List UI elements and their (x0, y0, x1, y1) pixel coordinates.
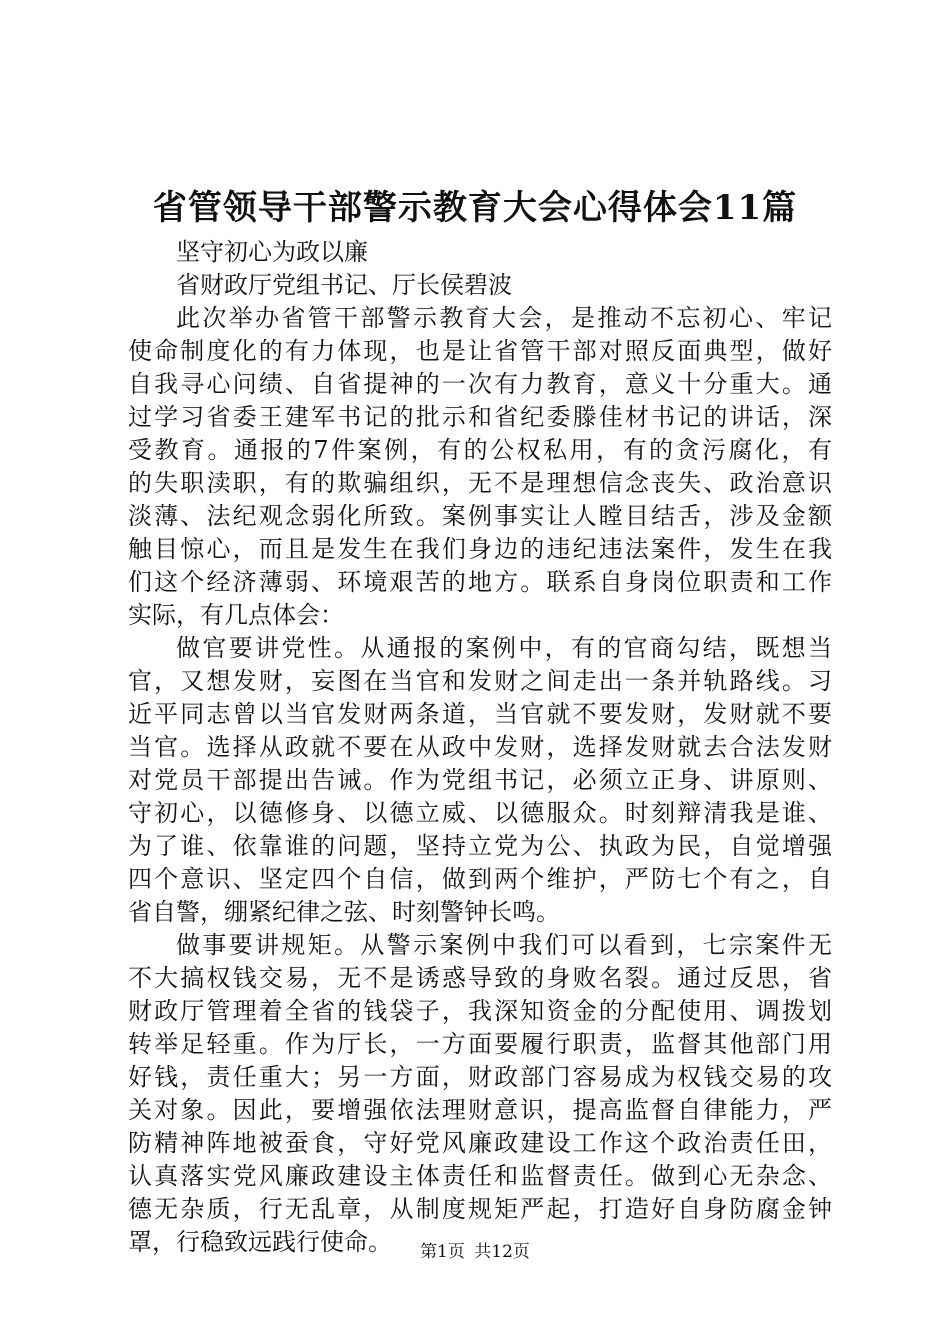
paragraph-line: 过学习省委王建军书记的批示和省纪委滕佳材书记的讲话，深 (128, 403, 832, 431)
paragraph-line: 自我寻心问绩、自省提神的一次有力教育，意义十分重大。通 (128, 370, 832, 398)
author-line: 省财政厅党组书记、厅长侯碧波 (176, 271, 512, 299)
paragraph-line: 做官要讲党性。从通报的案例中，有的官商勾结，既想当 (176, 634, 832, 662)
paragraph-line: 受教育。通报的7件案例，有的公权私用，有的贪污腐化，有 (128, 436, 832, 464)
paragraph-line: 守初心，以德修身、以德立威、以德服众。时刻辩清我是谁、 (128, 799, 832, 827)
paragraph-line: 为了谁、依靠谁的问题，坚持立党为公、执政为民，自觉增强 (128, 832, 832, 860)
paragraph-line: 淡薄、法纪观念弱化所致。案例事实让人瞠目结舌，涉及金额 (128, 502, 832, 530)
paragraph-3 (128, 929, 832, 1259)
paragraph-line: 关对象。因此，要增强依法理财意识，提高监督自律能力，严 (128, 1096, 832, 1124)
document-title: 省管领导干部警示教育大会心得体会11篇 (152, 188, 798, 228)
paragraph-2 (128, 632, 832, 929)
document-body (128, 236, 832, 1259)
paragraph-line: 转举足轻重。作为厅长，一方面要履行职责，监督其他部门用 (128, 1030, 832, 1058)
paragraph-line: 对党员干部提出告诫。作为党组书记，必须立正身、讲原则、 (128, 766, 832, 794)
page-total: 共12页 (474, 1242, 530, 1262)
paragraph-line: 德无杂质，行无乱章，从制度规矩严起，打造好自身防腐金钟 (128, 1195, 832, 1223)
paragraph-line: 官，又想发财，妄图在当官和发财之间走出一条并轨路线。习 (128, 667, 832, 695)
paragraph-line: 们这个经济薄弱、环境艰苦的地方。联系自身岗位职责和工作 (128, 568, 832, 596)
paragraph-line: 四个意识、坚定四个自信，做到两个维护，严防七个有之，自 (128, 865, 832, 893)
paragraph-line: 防精神阵地被蚕食，守好党风廉政建设工作这个政治责任田， (128, 1129, 832, 1157)
page-footer (0, 1240, 950, 1264)
paragraph-line: 好钱，责任重大；另一方面，财政部门容易成为权钱交易的攻 (128, 1063, 832, 1091)
subtitle: 坚守初心为政以廉 (176, 238, 368, 266)
paragraph-line: 实际，有几点体会： (128, 601, 344, 629)
paragraph-line: 不大搞权钱交易，无不是诱惑导致的身败名裂。通过反思，省 (128, 964, 832, 992)
page-number: 第1页 (420, 1242, 465, 1262)
paragraph-line: 的失职渎职，有的欺骗组织，无不是理想信念丧失、政治意识 (128, 469, 832, 497)
paragraph-line: 使命制度化的有力体现，也是让省管干部对照反面典型，做好 (128, 337, 832, 365)
paragraph-line: 认真落实党风廉政建设主体责任和监督责任。做到心无杂念、 (128, 1162, 832, 1190)
paragraph-line: 财政厅管理着全省的钱袋子，我深知资金的分配使用、调拨划 (128, 997, 832, 1025)
paragraph-line: 触目惊心，而且是发生在我们身边的违纪违法案件，发生在我 (128, 535, 832, 563)
paragraph-line: 此次举办省管干部警示教育大会，是推动不忘初心、牢记 (176, 304, 832, 332)
paragraph-line: 做事要讲规矩。从警示案例中我们可以看到，七宗案件无 (176, 931, 832, 959)
paragraph-line: 省自警，绷紧纪律之弦、时刻警钟长鸣。 (128, 898, 560, 926)
paragraph-line: 近平同志曾以当官发财两条道，当官就不要发财，发财就不要 (128, 700, 832, 728)
paragraph-1 (128, 302, 832, 632)
paragraph-line: 罩，行稳致远践行使命。 (128, 1228, 392, 1256)
paragraph-line: 当官。选择从政就不要在从政中发财，选择发财就去合法发财 (128, 733, 832, 761)
